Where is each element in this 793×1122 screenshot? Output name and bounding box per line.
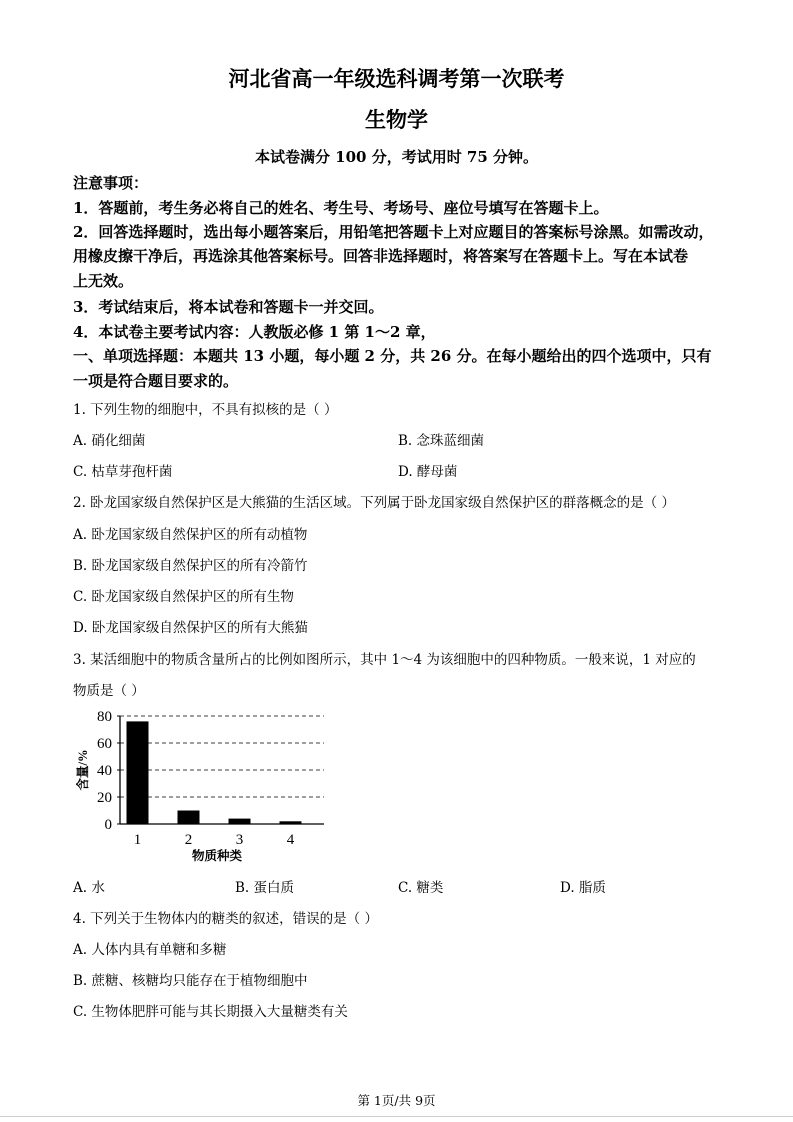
q3-option-b: B. 蛋白质 bbox=[235, 880, 295, 896]
section-1-heading-line-1: 一、单项选择题：本题共 13 小题，每小题 2 分，共 26 分。在每小题给出的四个选项中，只有 bbox=[73, 347, 712, 365]
y-tick-label: 20 bbox=[97, 790, 112, 806]
notice-item-2-line-2: 用橡皮擦干净后，再选涂其他答案标号。回答非选择题时，将答案写在答题卡上。写在本试卷 bbox=[73, 247, 689, 265]
notice-item-1: 1．答题前，考生务必将自己的姓名、考生号、考场号、座位号填写在答题卡上。 bbox=[73, 199, 609, 217]
q1-stem: 1. 下列生物的细胞中，不具有拟核的是（ ） bbox=[73, 402, 338, 418]
q4-option-a: A. 人体内具有单糖和多糖 bbox=[73, 942, 227, 958]
q1-option-c: C. 枯草芽孢杆菌 bbox=[73, 464, 173, 480]
q3-option-a: A. 水 bbox=[73, 880, 105, 896]
q4-option-b: B. 蔗糖、核糖均只能存在于植物细胞中 bbox=[73, 973, 308, 989]
x-tick-label-1: 1 bbox=[133, 832, 142, 848]
q4-option-c: C. 生物体肥胖可能与其长期摄入大量糖类有关 bbox=[73, 1004, 348, 1020]
y-tick-label: 40 bbox=[97, 763, 112, 779]
x-tick-label-2: 2 bbox=[184, 832, 193, 848]
subject-title: 生物学 bbox=[365, 107, 428, 132]
notice-item-2-line-1: 2．回答选择题时，选出每小题答案后，用铅笔把答题卡上对应题目的答案标号涂黑。如需改动， bbox=[73, 223, 714, 241]
q3-stem-line-2: 物质是（ ） bbox=[73, 683, 145, 699]
y-axis-label: 含量/% bbox=[76, 749, 90, 791]
q3-bar-chart bbox=[70, 700, 340, 868]
bar-3 bbox=[229, 819, 251, 824]
q2-option-b: B. 卧龙国家级自然保护区的所有冷箭竹 bbox=[73, 558, 308, 574]
x-tick-label-4: 4 bbox=[286, 832, 295, 848]
page-footer: 第 1页/共 9页 bbox=[357, 1093, 436, 1108]
section-1-heading-line-2: 一项是符合题目要求的。 bbox=[73, 372, 239, 390]
bar-2 bbox=[178, 811, 200, 825]
notice-item-2-line-3: 上无效。 bbox=[73, 272, 134, 290]
x-axis-label: 物质种类 bbox=[191, 849, 243, 863]
bar-1 bbox=[127, 721, 149, 824]
notice-item-4: 4．本试卷主要考试内容：人教版必修 1 第 1～2 章， bbox=[73, 323, 436, 341]
exam-title: 河北省高一年级选科调考第一次联考 bbox=[228, 66, 565, 91]
footer-divider bbox=[0, 1116, 793, 1117]
q3-option-d: D. 脂质 bbox=[560, 880, 606, 896]
score-note: 本试卷满分 100 分，考试用时 75 分钟。 bbox=[254, 148, 539, 166]
y-tick-label: 0 bbox=[104, 817, 112, 833]
q2-stem: 2. 卧龙国家级自然保护区是大熊猫的生活区域。下列属于卧龙国家级自然保护区的群落概念的是（ ） bbox=[73, 495, 675, 511]
q1-option-a: A. 硝化细菌 bbox=[73, 433, 146, 449]
notice-heading: 注意事项： bbox=[73, 174, 149, 192]
q2-option-d: D. 卧龙国家级自然保护区的所有大熊猫 bbox=[73, 620, 308, 636]
x-tick-label-3: 3 bbox=[235, 832, 244, 848]
q4-stem: 4. 下列关于生物体内的糖类的叙述，错误的是（ ） bbox=[73, 911, 378, 927]
y-tick-label: 80 bbox=[97, 709, 112, 725]
q2-option-c: C. 卧龙国家级自然保护区的所有生物 bbox=[73, 589, 294, 605]
q3-stem-line-1: 3. 某活细胞中的物质含量所占的比例如图所示，其中 1～4 为该细胞中的四种物质。一般来说，1 对应的 bbox=[73, 652, 696, 668]
q1-option-b: B. 念珠蓝细菌 bbox=[398, 433, 485, 449]
notice-item-3: 3．考试结束后，将本试卷和答题卡一并交回。 bbox=[73, 298, 384, 316]
q1-option-d: D. 酵母菌 bbox=[398, 464, 458, 480]
q3-option-c: C. 糖类 bbox=[398, 880, 444, 896]
q2-option-a: A. 卧龙国家级自然保护区的所有动植物 bbox=[73, 527, 308, 543]
y-tick-label: 60 bbox=[97, 736, 112, 752]
